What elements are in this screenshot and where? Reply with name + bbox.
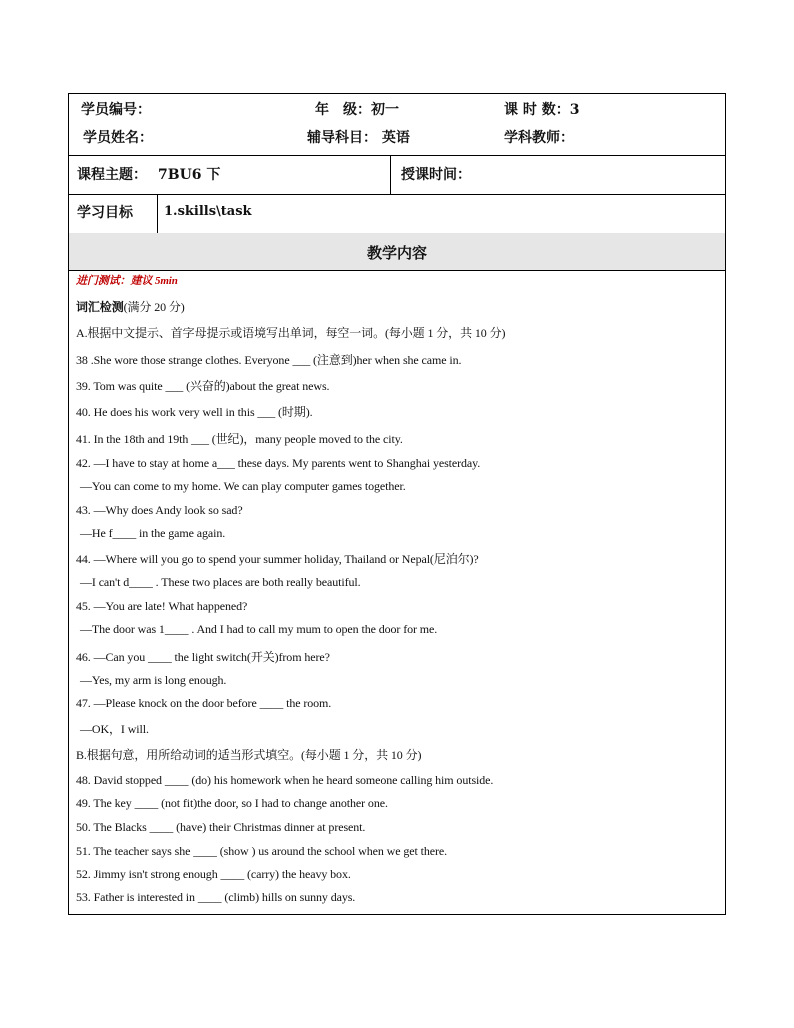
- question-42-b: —You can come to my home. We can play computer games together.: [80, 479, 406, 493]
- course-topic-value: 7BU6 下: [158, 167, 221, 183]
- question-51: 51. The teacher says she ____ (show ) us around the school when we get there.: [76, 844, 447, 858]
- question-48: 48. David stopped ____ (do) his homework when he heard someone calling him outside.: [76, 773, 494, 787]
- question-50: 50. The Blacks ____ (have) their Christmas dinner at present.: [76, 820, 366, 834]
- entry-test-note: 进门测试：建议 5min: [76, 275, 178, 287]
- question-39: 39. Tom was quite ___ (兴奋的)about the great news.: [76, 379, 330, 393]
- question-46-a: 46. —Can you ____ the light switch(开关)from here?: [76, 650, 330, 664]
- question-47-b: —OK，I will.: [80, 722, 149, 736]
- question-38: 38 .She wore those strange clothes. Everyone ___ (注意到)her when she came in.: [76, 353, 462, 367]
- question-44-a: 44. —Where will you go to spend your summer holiday, Thailand or Nepal(尼泊尔)?: [76, 552, 479, 566]
- question-53: 53. Father is interested in ____ (climb) hills on sunny days.: [76, 890, 356, 904]
- grade-label: 年 级：初一: [315, 102, 399, 118]
- question-42-a: 42. —I have to stay at home a___ these days. My parents went to Shanghai yesterday.: [76, 456, 481, 470]
- question-49: 49. The key ____ (not fit)the door, so I had to change another one.: [76, 796, 388, 810]
- course-topic-label: 课程主题：: [77, 167, 147, 183]
- part-a-instruction: A.根据中文提示、首字母提示或语境写出单词，每空一词。(每小题 1 分，共 10 分): [76, 326, 506, 340]
- goal-value: 1.skills\task: [164, 204, 252, 219]
- vocab-title: 词汇检测: [76, 300, 124, 314]
- question-45-b: —The door was 1____ . And I had to call my mum to open the door for me.: [80, 622, 438, 636]
- section-bar: [69, 233, 725, 270]
- section-title: 教学内容: [366, 244, 427, 262]
- question-43-a: 43. —Why does Andy look so sad?: [76, 503, 243, 517]
- divider: [69, 194, 725, 195]
- question-40: 40. He does his work very well in this ___ (时期).: [76, 405, 313, 419]
- column-divider: [390, 155, 391, 194]
- question-44-b: —I can't d____ . These two places are both really beautiful.: [80, 575, 361, 589]
- vocab-score: (满分 20 分): [123, 300, 185, 314]
- student-name-label: 学员姓名：: [83, 130, 153, 146]
- student-id-label: 学员编号：: [81, 102, 151, 118]
- divider: [69, 155, 725, 156]
- question-46-b: —Yes, my arm is long enough.: [80, 673, 227, 687]
- goal-label: 学习目标: [77, 205, 133, 221]
- question-52: 52. Jimmy isn't strong enough ____ (carry) the heavy box.: [76, 867, 351, 881]
- question-43-b: —He f____ in the game again.: [80, 526, 226, 540]
- subject-label: 辅导科目： 英语: [307, 130, 410, 146]
- question-45-a: 45. —You are late! What happened?: [76, 599, 248, 613]
- lesson-count-label: 课 时 数：3: [504, 102, 580, 118]
- lesson-sheet: [68, 93, 726, 915]
- column-divider: [157, 194, 158, 233]
- teacher-label: 学科教师：: [504, 130, 574, 146]
- divider: [69, 270, 725, 271]
- part-b-instruction: B.根据句意，用所给动词的适当形式填空。(每小题 1 分，共 10 分): [76, 748, 422, 762]
- question-41: 41. In the 18th and 19th ___ (世纪)，many people moved to the city.: [76, 432, 403, 446]
- vocab-heading: [76, 298, 185, 315]
- class-time-label: 授课时间：: [401, 167, 471, 183]
- question-47-a: 47. —Please knock on the door before ____ the room.: [76, 696, 332, 710]
